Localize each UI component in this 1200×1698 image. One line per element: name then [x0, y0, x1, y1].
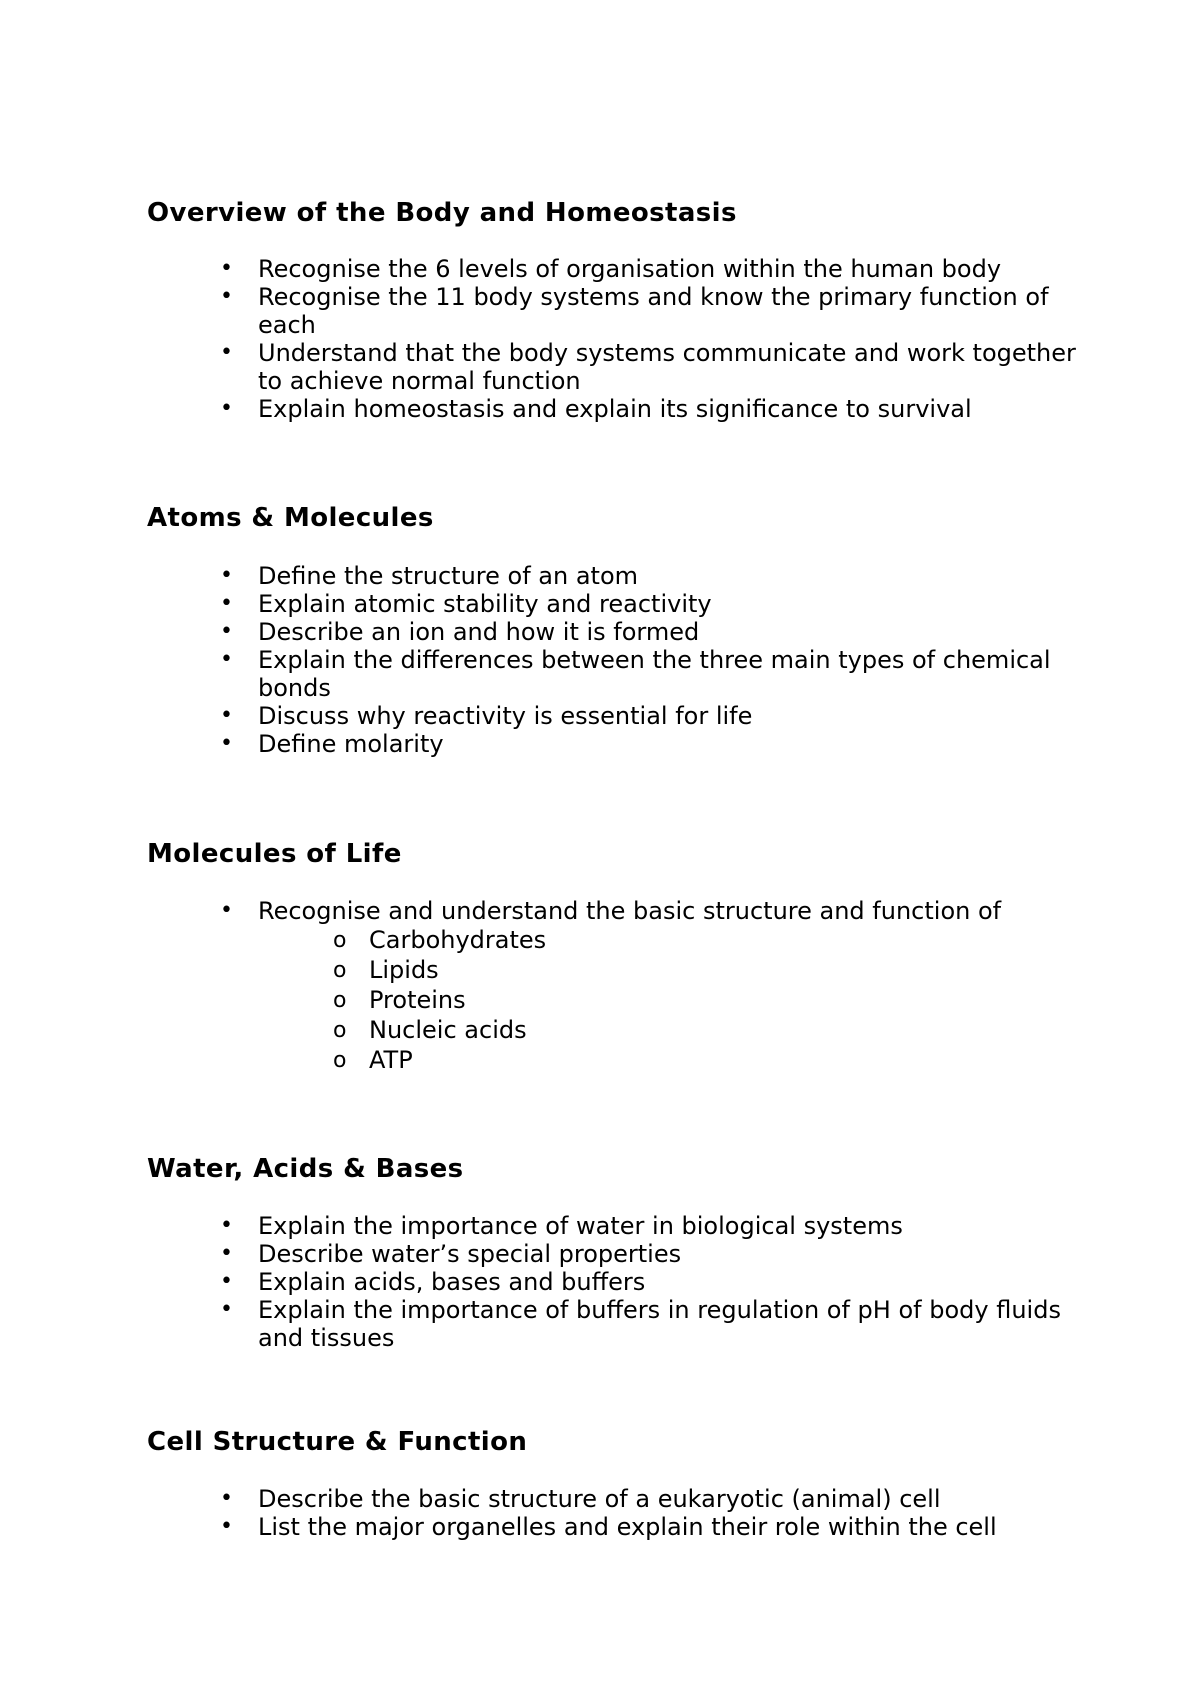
list-item — [147, 730, 1087, 758]
circle-bullet-icon: o — [333, 958, 347, 983]
sub-list-item — [258, 925, 1087, 955]
list-item — [147, 618, 1087, 646]
section-water-acids-bases — [147, 1154, 1087, 1352]
list-item — [147, 590, 1087, 618]
list-item-text: Explain acids, bases and buffers — [258, 1268, 646, 1296]
sub-list-item — [258, 1015, 1087, 1045]
bullet-icon: • — [220, 340, 233, 365]
bullet-list — [147, 1485, 1087, 1541]
section-molecules-of-life — [147, 839, 1087, 1074]
section-title: Atoms & Molecules — [147, 503, 434, 533]
bullet-icon: • — [220, 647, 233, 672]
list-item-text: Explain the differences between the three main types of chemical bonds — [258, 646, 1051, 702]
circle-bullet-icon: o — [333, 1018, 347, 1043]
bullet-list — [147, 1212, 1087, 1352]
bullet-icon: • — [220, 396, 233, 421]
section-title: Water, Acids & Bases — [147, 1154, 464, 1184]
list-item-text: Explain atomic stability and reactivity — [258, 590, 712, 618]
bullet-icon: • — [220, 1241, 233, 1266]
list-item-text: Understand that the body systems communicate and work together to achieve normal function — [258, 339, 1076, 395]
sub-list-item — [258, 985, 1087, 1015]
list-item — [147, 1240, 1087, 1268]
bullet-list — [147, 897, 1087, 1075]
sub-list-item-text: Nucleic acids — [369, 1016, 527, 1044]
section-title: Molecules of Life — [147, 839, 402, 869]
bullet-icon: • — [220, 731, 233, 756]
list-item — [147, 702, 1087, 730]
bullet-icon: • — [220, 1297, 233, 1322]
bullet-icon: • — [220, 898, 233, 923]
list-item — [147, 646, 1087, 702]
bullet-icon: • — [220, 284, 233, 309]
bullet-icon: • — [220, 619, 233, 644]
list-item-text: Explain the importance of buffers in regulation of pH of body fluids and tissues — [258, 1296, 1061, 1352]
list-item — [147, 1485, 1087, 1513]
bullet-icon: • — [220, 563, 233, 588]
sub-list-item — [258, 955, 1087, 985]
list-item-text: Describe an ion and how it is formed — [258, 618, 700, 646]
sub-list-item-text: Proteins — [369, 986, 466, 1014]
sub-list — [258, 925, 1087, 1075]
list-item-text: List the major organelles and explain their role within the cell — [258, 1513, 997, 1541]
sub-list-item-text: Lipids — [369, 956, 439, 984]
list-item — [147, 1268, 1087, 1296]
list-item — [147, 255, 1087, 283]
section-overview — [147, 198, 1087, 423]
list-item-text: Define molarity — [258, 730, 444, 758]
list-item-text: Recognise the 6 levels of organisation within the human body — [258, 255, 1002, 283]
list-item — [147, 339, 1087, 395]
sub-list-item-text: Carbohydrates — [369, 926, 547, 954]
circle-bullet-icon: o — [333, 928, 347, 953]
bullet-icon: • — [220, 1514, 233, 1539]
bullet-list — [147, 562, 1087, 758]
section-cell-structure — [147, 1427, 1087, 1541]
bullet-icon: • — [220, 1486, 233, 1511]
section-title: Overview of the Body and Homeostasis — [147, 198, 737, 228]
list-item — [147, 395, 1087, 423]
circle-bullet-icon: o — [333, 1048, 347, 1073]
list-item-text: Define the structure of an atom — [258, 562, 639, 590]
bullet-icon: • — [220, 591, 233, 616]
list-item-text: Recognise and understand the basic structure and function of — [258, 897, 1002, 925]
list-item — [147, 1296, 1087, 1352]
sub-list-item-text: ATP — [369, 1046, 413, 1074]
section-title: Cell Structure & Function — [147, 1427, 528, 1457]
list-item-text: Explain homeostasis and explain its significance to survival — [258, 395, 972, 423]
list-item-text: Describe the basic structure of a eukaryotic (animal) cell — [258, 1485, 941, 1513]
bullet-icon: • — [220, 703, 233, 728]
list-item-text: Recognise the 11 body systems and know the primary function of each — [258, 283, 1049, 339]
circle-bullet-icon: o — [333, 988, 347, 1013]
list-item — [147, 562, 1087, 590]
bullet-list — [147, 255, 1087, 423]
bullet-icon: • — [220, 1213, 233, 1238]
bullet-icon: • — [220, 256, 233, 281]
list-item — [147, 283, 1087, 339]
section-atoms-molecules — [147, 503, 1087, 758]
list-item-text: Discuss why reactivity is essential for life — [258, 702, 753, 730]
list-item — [147, 897, 1087, 1075]
sub-list-item — [258, 1045, 1087, 1075]
list-item-text: Describe water’s special properties — [258, 1240, 682, 1268]
list-item-text: Explain the importance of water in biological systems — [258, 1212, 903, 1240]
list-item — [147, 1513, 1087, 1541]
list-item — [147, 1212, 1087, 1240]
bullet-icon: • — [220, 1269, 233, 1294]
